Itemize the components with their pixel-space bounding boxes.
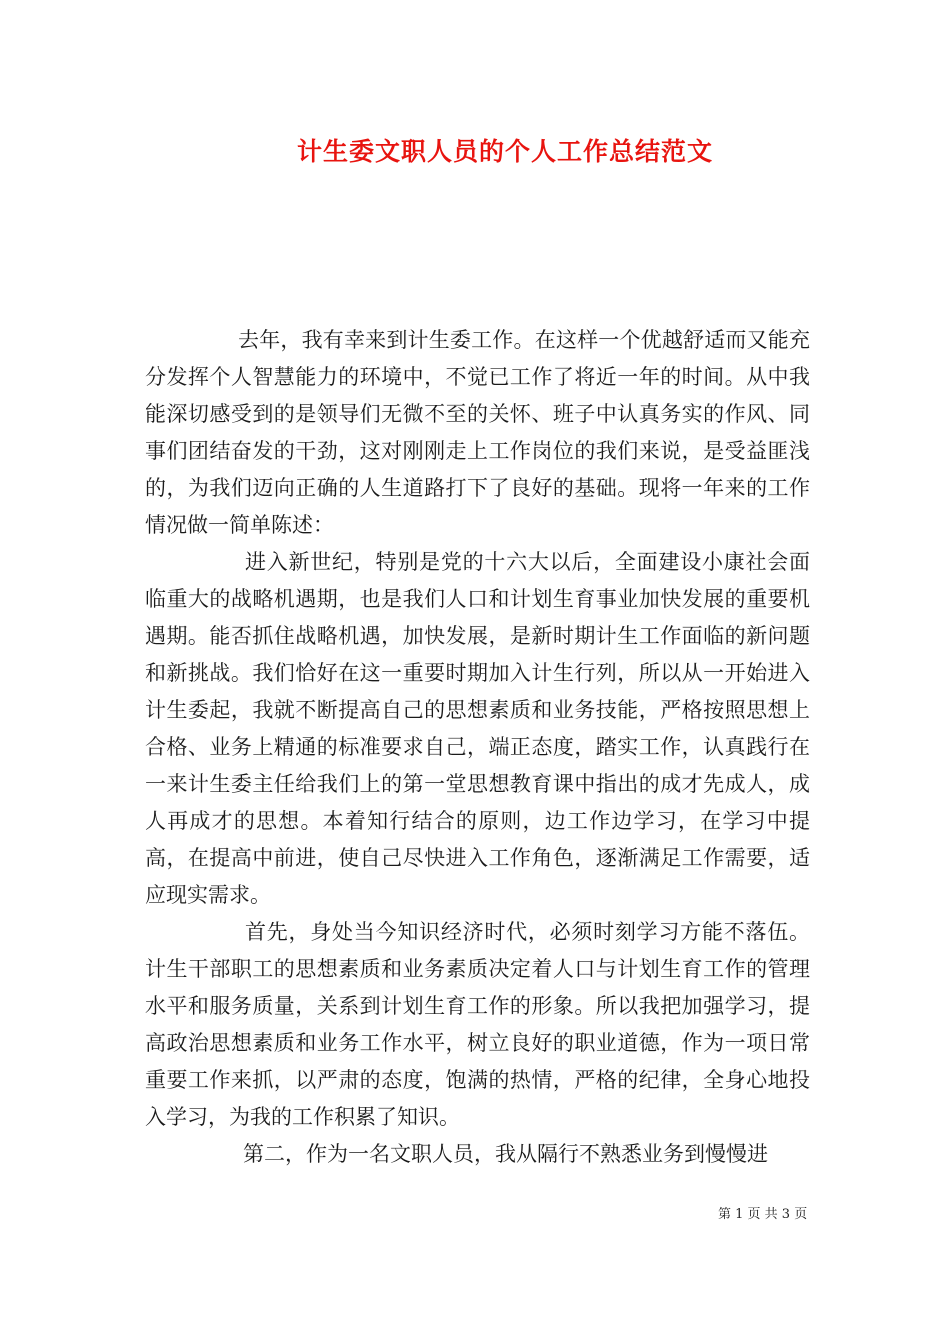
page-number-footer: 第 1 页 共 3 页: [718, 1207, 808, 1222]
paragraph-1: 去年，我有幸来到计生委工作。在这样一个优越舒适而又能充分发挥个人智慧能力的环境中，不觉已工作了将近一年的时间。从中我能深切感受到的是领导们无微不至的关怀、班子中认真务实的作风、同事们团结奋发的干劲，这对刚刚走上工作岗位的我们来说，是受益匪浅的，为我们迈向正确的人生道路打下了良好的基础。现将一年来的工作情况做一简单陈述：: [145, 328, 810, 537]
paragraph-4: 第二，作为一名文职人员，我从隔行不熟悉业务到慢慢进: [243, 1142, 768, 1166]
paragraph-3: 首先，身处当今知识经济时代，必须时刻学习方能不落伍。计生干部职工的思想素质和业务素质决定着人口与计划生育工作的管理水平和服务质量，关系到计划生育工作的形象。所以我把加强学习，提高政治思想素质和业务工作水平，树立良好的职业道德，作为一项日常重要工作来抓，以严肃的态度，饱满的热情，严格的纪律，全身心地投入学习，为我的工作积累了知识。: [145, 920, 810, 1129]
document-title: 计生委文职人员的个人工作总结范文: [296, 137, 713, 166]
document-body: [145, 322, 810, 1173]
paragraph-2: 进入新世纪，特别是党的十六大以后，全面建设小康社会面临重大的战略机遇期，也是我们人口和计划生育事业加快发展的重要机遇期。能否抓住战略机遇，加快发展，是新时期计生工作面临的新问题和新挑战。我们恰好在这一重要时期加入计生行列，所以从一开始进入计生委起，我就不断提高自己的思想素质和业务技能，严格按照思想上合格、业务上精通的标准要求自己，端正态度，踏实工作，认真践行在一来计生委主任给我们上的第一堂思想教育课中指出的成才先成人，成人再成才的思想。本着知行结合的原则，边工作边学习，在学习中提高，在提高中前进，使自己尽快进入工作角色，逐渐满足工作需要，适应现实需求。: [145, 550, 810, 907]
